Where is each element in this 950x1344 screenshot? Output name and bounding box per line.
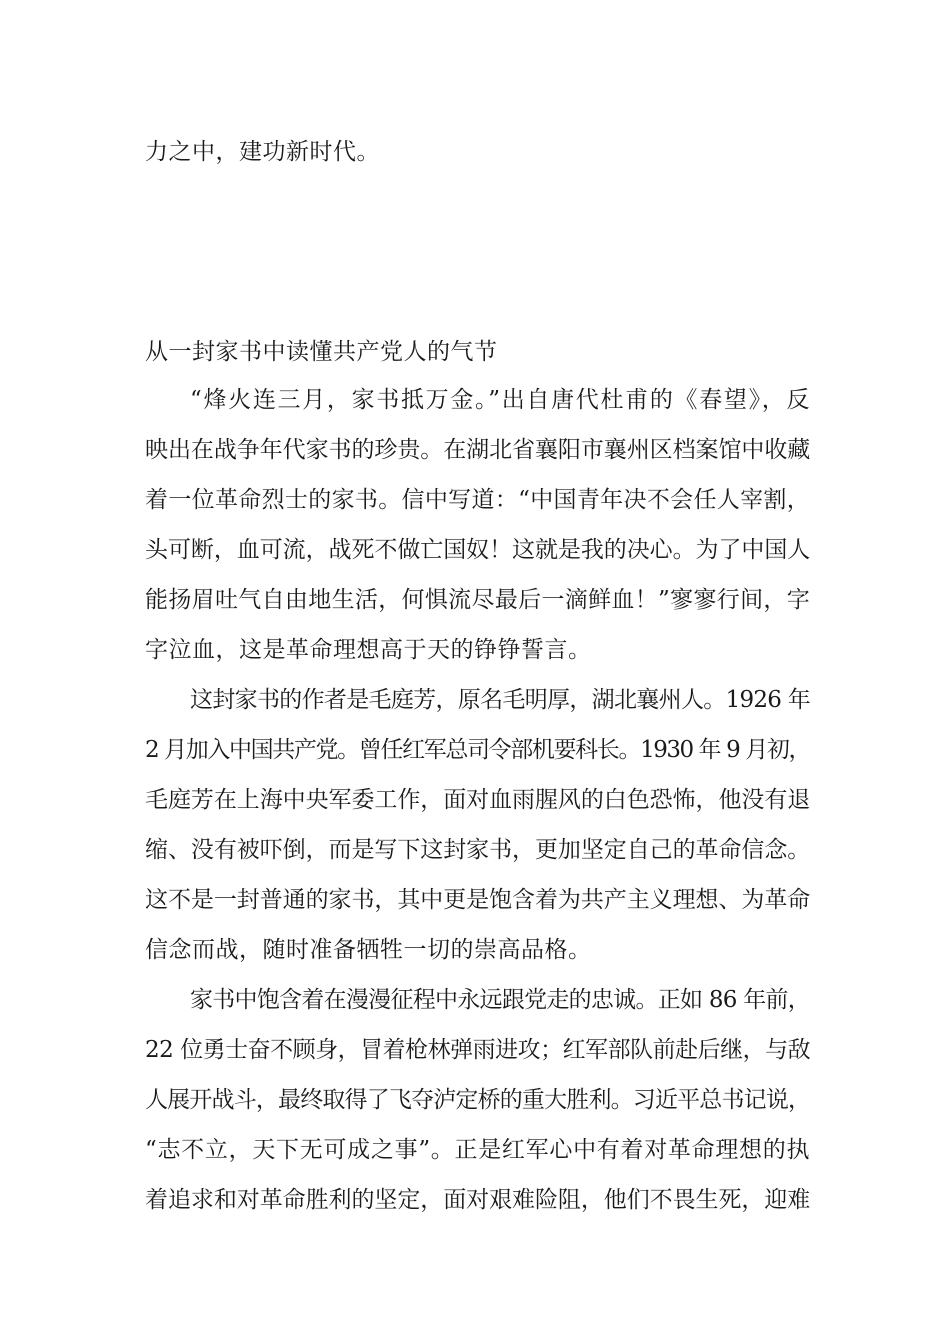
- paragraph-1-line-2: 映出在战争年代家书的珍贵。在湖北省襄阳市襄州区档案馆中收藏: [145, 437, 810, 463]
- paragraph-2-line-3: 毛庭芳在上海中央军委工作，面对血雨腥风的白色恐怖，他没有退: [145, 787, 810, 813]
- paragraph-3-line-4: “志不立，天下无可成之事”。正是红军心中有着对革命理想的执: [145, 1137, 810, 1163]
- paragraph-3-line-2: 22 位勇士奋不顾身，冒着枪林弹雨进攻；红军部队前赴后继，与敌: [145, 1037, 811, 1063]
- paragraph-2-line-4: 缩、没有被吓倒，而是写下这封家书，更加坚定自己的革命信念。: [145, 837, 810, 863]
- section-title: 从一封家书中读懂共产党人的气节: [145, 339, 498, 365]
- paragraph-2-line-1: 这封家书的作者是毛庭芳，原名毛明厚，湖北襄州人。1926 年: [190, 687, 810, 713]
- paragraph-3-line-3: 人展开战斗，最终取得了飞夺泸定桥的重大胜利。习近平总书记说，: [145, 1087, 810, 1113]
- intro-tail-line: 力之中，建功新时代。: [145, 139, 380, 165]
- paragraph-1-line-3: 着一位革命烈士的家书。信中写道：“中国青年决不会任人宰割，: [145, 487, 810, 513]
- paragraph-1-line-6: 字泣血，这是革命理想高于天的铮铮誓言。: [145, 637, 592, 663]
- paragraph-2-line-2: 2 月加入中国共产党。曾任红军总司令部机要科长。1930 年 9 月初，: [145, 737, 810, 763]
- paragraph-3-line-1: 家书中饱含着在漫漫征程中永远跟党走的忠诚。正如 86 年前，: [190, 987, 810, 1013]
- paragraph-3-line-5: 着追求和对革命胜利的坚定，面对艰难险阻，他们不畏生死，迎难: [145, 1187, 810, 1213]
- paragraph-1-line-1: “烽火连三月，家书抵万金。”出自唐代杜甫的《春望》，反: [190, 387, 810, 413]
- paragraph-1-line-5: 能扬眉吐气自由地生活，何惧流尽最后一滴鲜血！”寥寥行间，字: [145, 587, 810, 613]
- paragraph-2-line-6: 信念而战，随时准备牺牲一切的崇高品格。: [145, 937, 592, 963]
- paragraph-1-line-4: 头可断，血可流，战死不做亡国奴！这就是我的决心。为了中国人: [145, 537, 810, 563]
- paragraph-2-line-5: 这不是一封普通的家书，其中更是饱含着为共产主义理想、为革命: [145, 887, 810, 913]
